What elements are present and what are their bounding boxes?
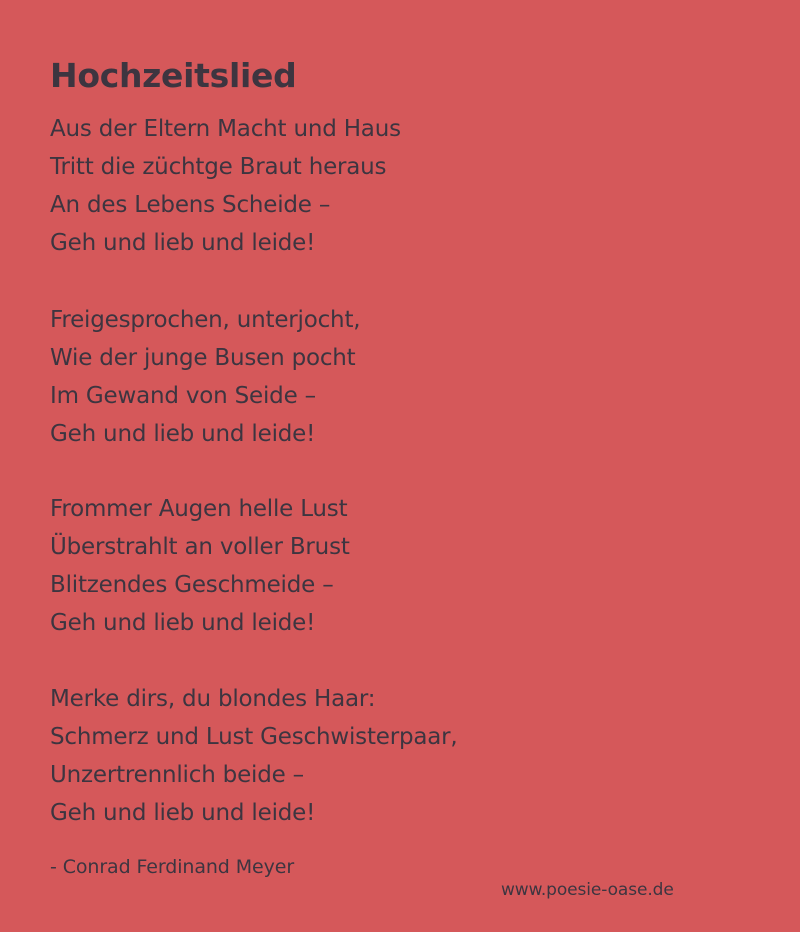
poem-line: Wie der junge Busen pocht — [50, 345, 356, 371]
stanza-2 — [50, 301, 360, 453]
stanza-4 — [50, 680, 458, 832]
stanza-1 — [50, 110, 401, 262]
poem-line: Schmerz und Lust Geschwisterpaar, — [50, 724, 458, 750]
poem-line: Frommer Augen helle Lust — [50, 496, 348, 522]
poem-line: Überstrahlt an voller Brust — [50, 534, 350, 560]
site-url: www.poesie-oase.de — [501, 880, 674, 900]
poem-line: Aus der Eltern Macht und Haus — [50, 116, 401, 142]
poem-line: Geh und lieb und leide! — [50, 421, 316, 447]
poem-line: Merke dirs, du blondes Haar: — [50, 686, 376, 712]
poem-line: Geh und lieb und leide! — [50, 800, 316, 826]
poem-line: Blitzendes Geschmeide – — [50, 572, 334, 598]
poem-line: Im Gewand von Seide – — [50, 383, 316, 409]
poem-line: Geh und lieb und leide! — [50, 610, 316, 636]
poem-line: Unzertrennlich beide – — [50, 762, 304, 788]
poem-card — [50, 0, 750, 932]
poem-line: Geh und lieb und leide! — [50, 230, 316, 256]
poem-line: An des Lebens Scheide – — [50, 192, 331, 218]
poem-line: Freigesprochen, unterjocht, — [50, 307, 361, 333]
stanza-3 — [50, 490, 350, 642]
poem-author: - Conrad Ferdinand Meyer — [50, 856, 295, 878]
poem-line: Tritt die züchtge Braut heraus — [50, 154, 387, 180]
poem-title: Hochzeitslied — [50, 56, 297, 95]
